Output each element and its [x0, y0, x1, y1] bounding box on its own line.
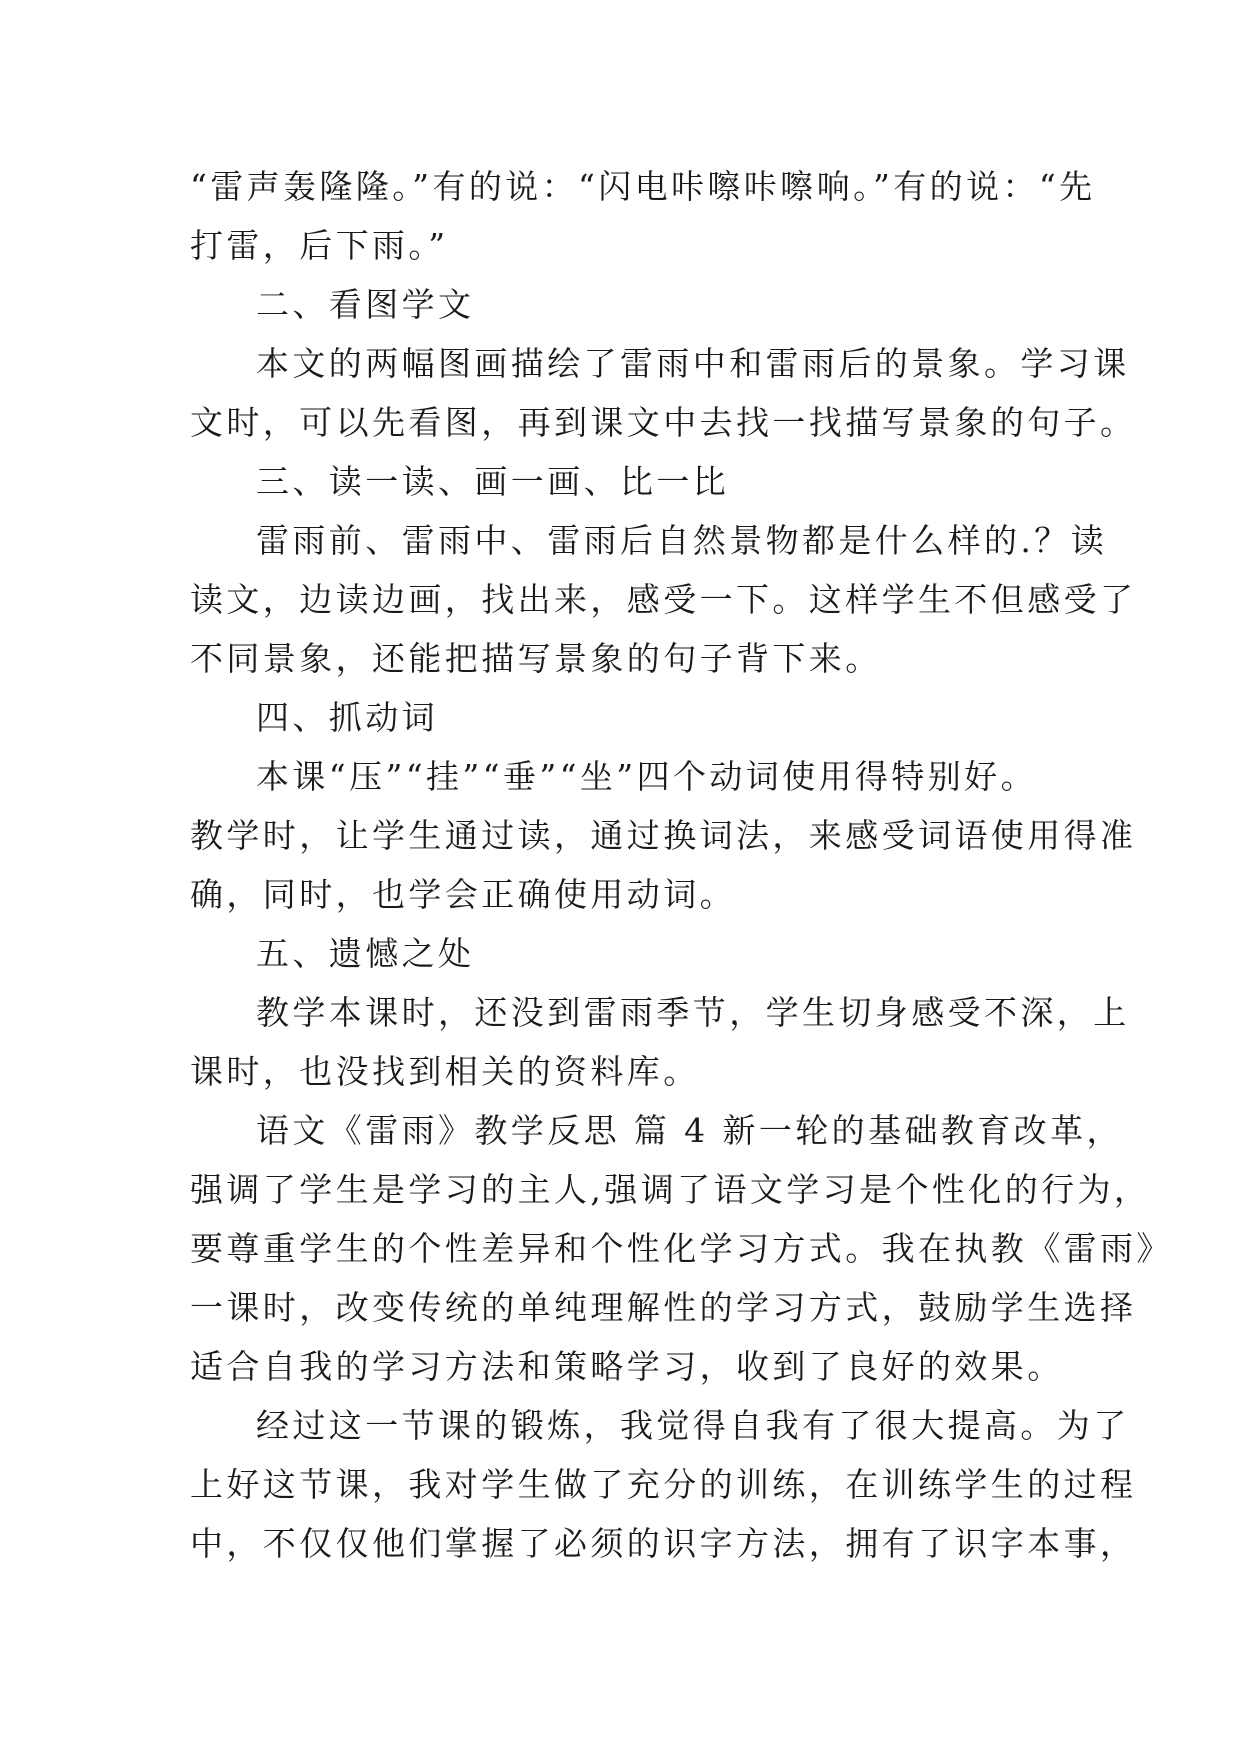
text-line: 雷雨前、雷雨中、雷雨后自然景物都是什么样的.？读: [256, 521, 1108, 560]
text-line: 教学时，让学生通过读，通过换词法，来感受词语使用得准: [190, 816, 1137, 855]
text-line: 课时，也没找到相关的资料库。: [190, 1052, 700, 1091]
text-line: “雷声轰隆隆。”有的说：“闪电咔嚓咔嚓响。”有的说：“先: [190, 167, 1096, 206]
section-heading: 三、读一读、画一画、比一比: [256, 462, 730, 501]
text-line: 确，同时，也学会正确使用动词。: [190, 875, 736, 914]
text-line: 本文的两幅图画描绘了雷雨中和雷雨后的景象。学习课: [256, 344, 1130, 383]
section-heading: 五、遗憾之处: [256, 934, 475, 973]
text-line: 要尊重学生的个性差异和个性化学习方式。我在执教《雷雨》: [190, 1229, 1173, 1268]
text-line: 上好这节课，我对学生做了充分的训练，在训练学生的过程: [190, 1465, 1137, 1504]
text-line: 教学本课时，还没到雷雨季节，学生切身感受不深，上: [256, 993, 1130, 1032]
text-line: 强调了学生是学习的主人,强调了语文学习是个性化的行为，: [190, 1170, 1151, 1209]
section-heading: 四、抓动词: [256, 698, 438, 737]
text-line: 打雷，后下雨。”: [190, 226, 449, 265]
section-heading: 二、看图学文: [256, 285, 475, 324]
text-line: 一课时，改变传统的单纯理解性的学习方式，鼓励学生选择: [190, 1288, 1137, 1327]
article-title-line: 语文《雷雨》教学反思 篇 4 新一轮的基础教育改革，: [256, 1111, 1123, 1150]
text-line: 中，不仅仅他们掌握了必须的识字方法，拥有了识字本事，: [190, 1524, 1137, 1563]
text-line: 文时，可以先看图，再到课文中去找一找描写景象的句子。: [190, 403, 1137, 442]
text-line: 适合自我的学习方法和策略学习，收到了良好的效果。: [190, 1347, 1064, 1386]
text-line: 不同景象，还能把描写景象的句子背下来。: [190, 639, 882, 678]
text-line: 本课“压”“挂”“垂”“坐”四个动词使用得特别好。: [256, 757, 1037, 796]
text-line: 读文，边读边画，找出来，感受一下。这样学生不但感受了: [190, 580, 1137, 619]
text-line: 经过这一节课的锻炼，我觉得自我有了很大提高。为了: [256, 1406, 1130, 1445]
